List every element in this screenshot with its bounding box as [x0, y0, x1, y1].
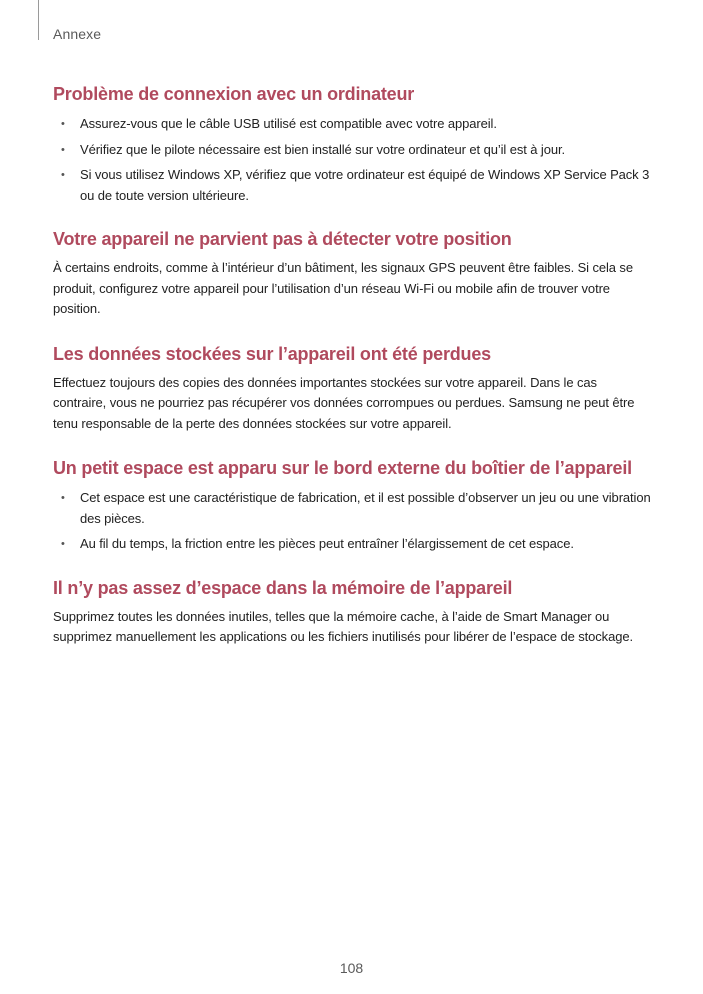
running-head: Annexe	[53, 26, 102, 42]
section-data-lost	[53, 342, 653, 435]
bullet-list	[53, 114, 653, 206]
list-item	[53, 534, 653, 555]
section-title: Un petit espace est apparu sur le bord externe du boîtier de l’appareil	[53, 458, 632, 478]
page-number: 108	[339, 960, 364, 976]
section-location-detection	[53, 227, 653, 320]
bullet-icon: •	[61, 118, 65, 130]
section-storage-full	[53, 576, 653, 648]
bullet-icon: •	[61, 492, 65, 504]
list-item-text: Si vous utilisez Windows XP, vérifiez que votre ordinateur est équipé de Windows XP Service Pack 3 ou de toute version ultérieure.	[80, 167, 650, 203]
list-item	[53, 488, 653, 529]
list-item-text: Vérifiez que le pilote nécessaire est bien installé sur votre ordinateur et qu’il est à jour.	[80, 141, 565, 157]
section-gap-on-casing	[53, 456, 653, 555]
section-title: Les données stockées sur l’appareil ont été perdues	[53, 343, 491, 364]
page-content	[53, 82, 653, 648]
section-connection-problem	[53, 82, 653, 206]
list-item	[53, 114, 653, 135]
list-item-text: Cet espace est une caractéristique de fabrication, et il est possible d’observer un jeu ou une vibration des pièces.	[80, 490, 651, 526]
section-title: Il n’y pas assez d’espace dans la mémoire de l’appareil	[53, 577, 513, 598]
list-item	[53, 165, 653, 206]
list-item-text: Au fil du temps, la friction entre les pièces peut entraîner l’élargissement de cet espace.	[80, 536, 574, 551]
bullet-list	[53, 488, 653, 555]
section-body: Effectuez toujours des copies des données importantes stockées sur votre appareil. Dans le cas contraire, vous ne pourriez pas récupérer vos données corrompues ou perdues. Samsung ne peut être tenu responsable de la perte des données stockées sur votre appareil.	[53, 374, 635, 431]
section-title: Votre appareil ne parvient pas à détecter votre position	[53, 229, 512, 249]
section-body: À certains endroits, comme à l’intérieur d’un bâtiment, les signaux GPS peuvent être faibles. Si cela se produit, configurez votre appareil pour l’utilisation d’un réseau Wi-Fi ou mobile afin de trouver votre position.	[53, 260, 633, 316]
list-item	[53, 140, 653, 161]
bullet-icon: •	[61, 169, 65, 181]
section-body: Supprimez toutes les données inutiles, telles que la mémoire cache, à l’aide de Smart Manager ou supprimez manuellement les applications ou les fichiers inutilisés pour libérer de l’espace de stockage.	[53, 608, 633, 644]
bullet-icon: •	[61, 143, 65, 156]
list-item-text: Assurez-vous que le câble USB utilisé est compatible avec votre appareil.	[80, 116, 497, 131]
margin-rule	[38, 0, 39, 40]
section-title: Problème de connexion avec un ordinateur	[53, 84, 415, 104]
bullet-icon: •	[61, 538, 65, 550]
